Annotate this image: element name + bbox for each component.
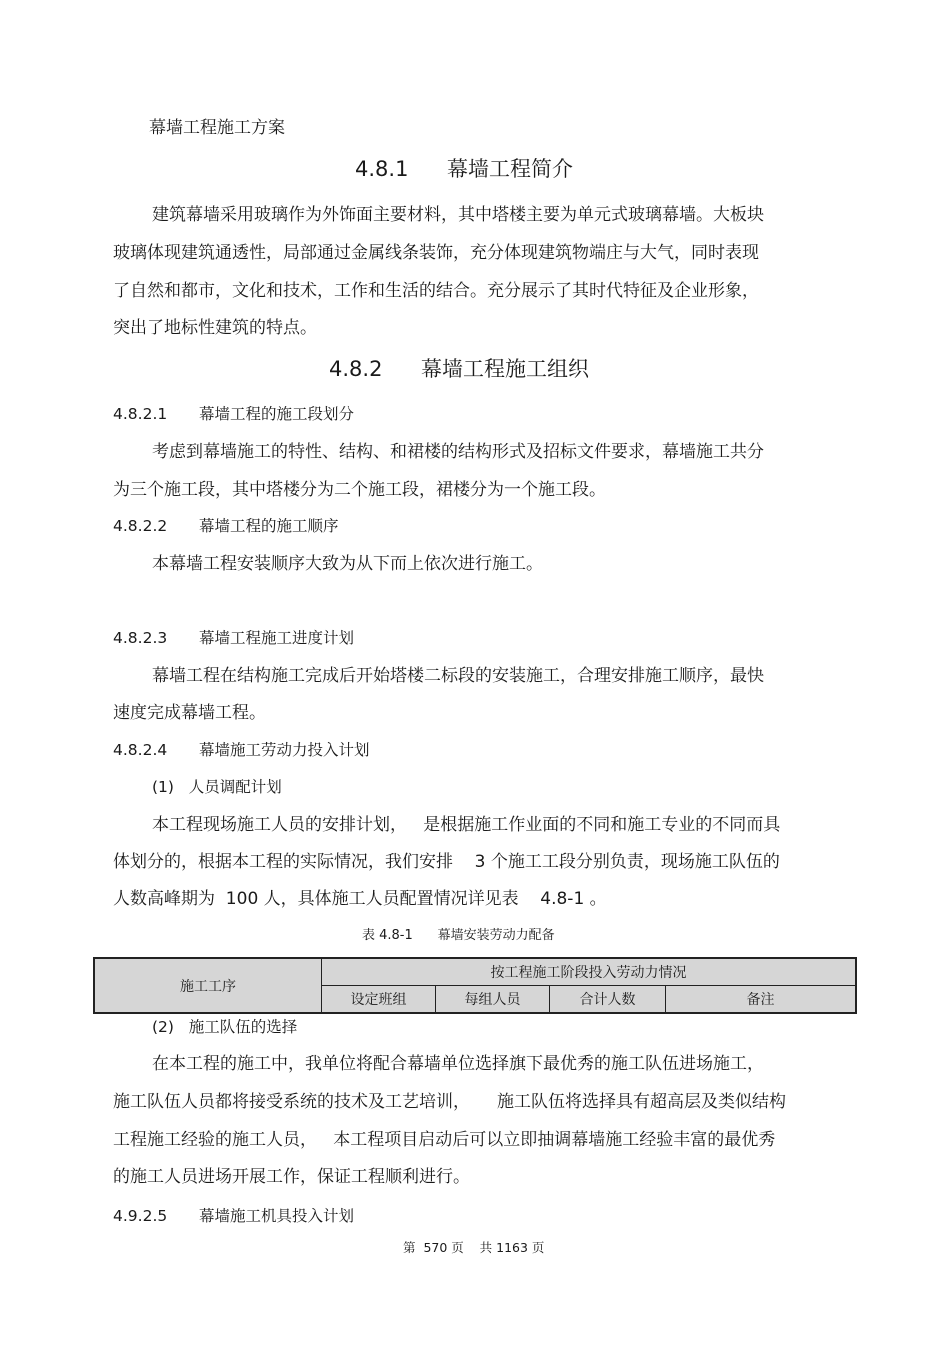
section-number: 4.8.2.3 xyxy=(113,629,168,647)
list-item-1: (1) 人员调配计划 xyxy=(152,778,282,796)
table-header-group: 按工程施工阶段投入劳动力情况 xyxy=(322,958,857,986)
section-number: 4.8.2.1 xyxy=(113,405,168,423)
paragraph-line: 玻璃体现建筑通透性，局部通过金属线条装饰，充分体现建筑物端庄与大气，同时表现 xyxy=(113,243,759,263)
paragraph-line: 考虑到幕墙施工的特性、结构、和裙楼的结构形式及招标文件要求，幕墙施工共分 xyxy=(152,442,764,462)
paragraph-line: 突出了地标性建筑的特点。 xyxy=(113,318,317,338)
heading-4-8-2 xyxy=(329,357,589,381)
section-number: 4.8.2.2 xyxy=(113,517,168,535)
labor-table xyxy=(93,957,857,1014)
paragraph-line: 工程施工经验的施工人员， 本工程项目启动后可以立即抽调幕墙施工经验丰富的最优秀 xyxy=(113,1130,776,1150)
heading-text: 幕墙工程施工组织 xyxy=(421,357,589,381)
paragraph-line: 速度完成幕墙工程。 xyxy=(113,703,266,723)
paragraph-line: 的施工人员进场开展工作，保证工程顺利进行。 xyxy=(113,1167,470,1187)
paragraph-line: 为三个施工段，其中塔楼分为二个施工段，裙楼分为一个施工段。 xyxy=(113,480,606,500)
section-4-8-2-2 xyxy=(113,516,339,536)
section-4-8-2-4 xyxy=(113,740,370,760)
top-title: 幕墙工程施工方案 xyxy=(149,118,285,138)
paragraph-line: 本幕墙工程安装顺序大致为从下而上依次进行施工。 xyxy=(152,554,543,574)
table-row xyxy=(94,958,856,986)
table-subheader: 备注 xyxy=(666,986,857,1014)
paragraph-line: 施工队伍人员都将接受系统的技术及工艺培训， 施工队伍将选择具有超高层及类似结构 xyxy=(113,1092,787,1112)
section-number: 4.9.2.5 xyxy=(113,1207,168,1225)
section-text: 幕墙工程的施工段划分 xyxy=(199,405,355,423)
section-4-8-2-3 xyxy=(113,628,354,648)
section-text: 幕墙工程的施工顺序 xyxy=(199,517,339,535)
section-text: 幕墙施工机具投入计划 xyxy=(199,1207,355,1225)
section-4-8-2-1 xyxy=(113,404,354,424)
heading-4-8-1 xyxy=(355,157,573,181)
section-4-9-2-5 xyxy=(113,1206,354,1226)
paragraph-line: 了自然和都市，文化和技术，工作和生活的结合。充分展示了其时代特征及企业形象， xyxy=(113,281,759,301)
section-text: 幕墙施工劳动力投入计划 xyxy=(199,741,370,759)
paragraph-line: 在本工程的施工中，我单位将配合幕墙单位选择旗下最优秀的施工队伍进场施工， xyxy=(152,1054,764,1074)
table-caption: 表 4.8-1 幕墙安装劳动力配备 xyxy=(362,928,555,943)
table-subheader: 合计人数 xyxy=(550,986,666,1014)
paragraph-line: 本工程现场施工人员的安排计划， 是根据施工作业面的不同和施工专业的不同而具 xyxy=(152,815,781,835)
section-number: 4.8.2.4 xyxy=(113,741,168,759)
heading-text: 幕墙工程简介 xyxy=(447,157,573,181)
paragraph-line: 人数高峰期为 100 人，具体施工人员配置情况详见表 4.8-1 。 xyxy=(113,889,607,909)
table-subheader: 每组人员 xyxy=(436,986,550,1014)
heading-number: 4.8.2 xyxy=(329,357,383,381)
heading-number: 4.8.1 xyxy=(355,157,409,181)
paragraph-line: 建筑幕墙采用玻璃作为外饰面主要材料，其中塔楼主要为单元式玻璃幕墙。大板块 xyxy=(152,205,764,225)
table-subheader: 设定班组 xyxy=(322,986,436,1014)
table-header-process: 施工工序 xyxy=(94,958,322,1013)
page-footer: 第 570 页 共 1163 页 xyxy=(403,1240,545,1255)
list-item-2: (2) 施工队伍的选择 xyxy=(152,1018,298,1036)
section-text: 幕墙工程施工进度计划 xyxy=(199,629,355,647)
paragraph-line: 体划分的，根据本工程的实际情况，我们安排 3 个施工工段分别负责，现场施工队伍的 xyxy=(113,852,780,872)
paragraph-line: 幕墙工程在结构施工完成后开始塔楼二标段的安装施工，合理安排施工顺序，最快 xyxy=(152,666,764,686)
